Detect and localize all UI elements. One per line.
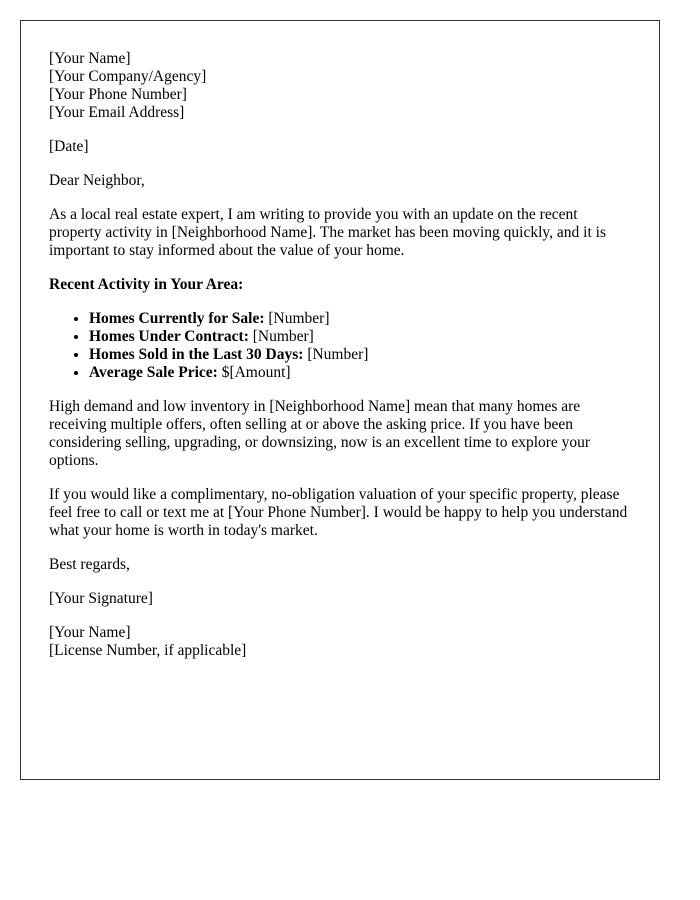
letter-page — [20, 20, 660, 780]
closing: Best regards, — [49, 556, 130, 573]
intro-paragraph: As a local real estate expert, I am writing to provide you with an update on the recent property activity in [Neighborhood Name]. The market has been moving quickly, and it is important to stay informed about the value of your home. — [49, 206, 607, 259]
activity-list — [49, 310, 631, 382]
activity-item-for-sale — [89, 310, 631, 328]
activity-item-label: Homes Sold in the Last 30 Days: — [89, 346, 304, 363]
activity-item-value: [Number] — [248, 328, 314, 345]
footer-license: [License Number, if applicable] — [49, 642, 247, 659]
footer-name: [Your Name] — [49, 624, 131, 641]
letter-date: [Date] — [49, 138, 89, 155]
sender-phone: [Your Phone Number] — [49, 86, 187, 103]
footer-block — [49, 624, 631, 660]
demand-paragraph: High demand and low inventory in [Neighborhood Name] mean that many homes are receiving multiple offers, often selling at or above the asking price. If you have been considering selling, upgrading, or downsizing, now is an excellent time to explore your options. — [49, 398, 591, 469]
offer-paragraph: If you would like a complimentary, no-obligation valuation of your specific property, please feel free to call or text me at [Your Phone Number]. I would be happy to help you understand what your home is worth in today's market. — [49, 486, 628, 539]
sender-company: [Your Company/Agency] — [49, 68, 207, 85]
activity-item-label: Homes Under Contract: — [89, 328, 249, 345]
activity-item-label: Homes Currently for Sale: — [89, 310, 265, 327]
sender-name: [Your Name] — [49, 50, 131, 67]
activity-item-label: Average Sale Price: — [89, 364, 218, 381]
activity-item-value: [Number] — [264, 310, 330, 327]
activity-item-value: $[Amount] — [217, 364, 291, 381]
activity-item-sold — [89, 346, 631, 364]
activity-item-value: [Number] — [303, 346, 369, 363]
sender-block — [49, 50, 631, 122]
activity-item-under-contract — [89, 328, 631, 346]
salutation: Dear Neighbor, — [49, 172, 145, 189]
signature: [Your Signature] — [49, 590, 153, 607]
activity-item-average-price — [89, 364, 631, 382]
activity-heading: Recent Activity in Your Area: — [49, 276, 244, 293]
sender-email: [Your Email Address] — [49, 104, 185, 121]
